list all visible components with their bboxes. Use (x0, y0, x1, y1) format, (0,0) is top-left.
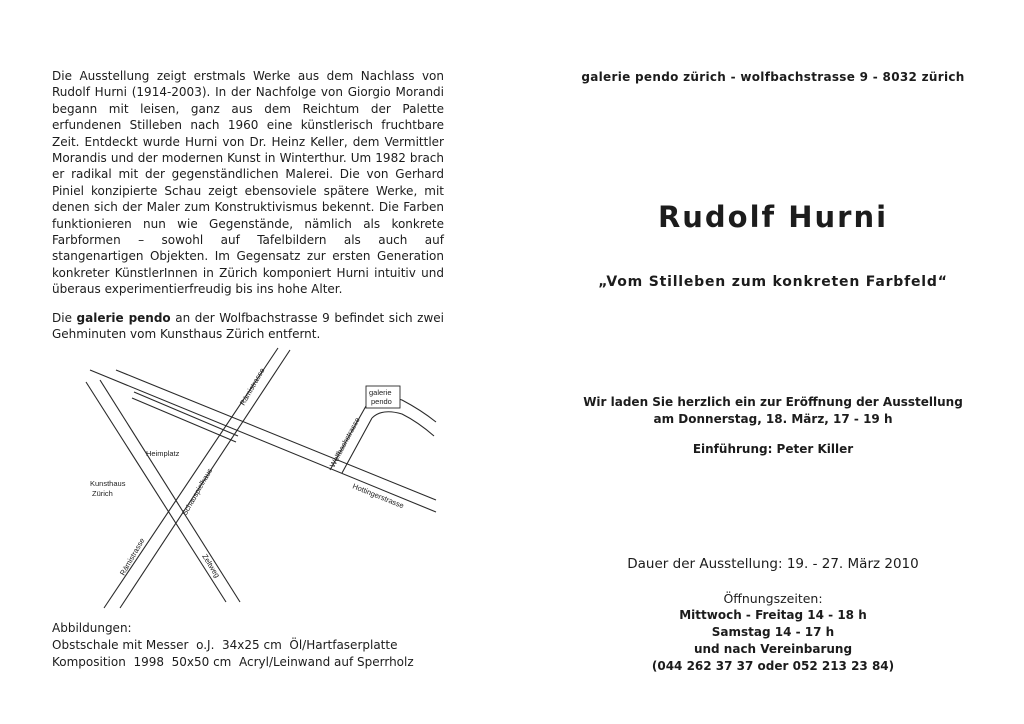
map-label-raemistrasse-top: Rämistrasse (237, 366, 267, 407)
map-label-zeltweg: Zeltweg (200, 552, 222, 580)
opening-hours (548, 590, 998, 675)
artist-name: Rudolf Hurni (657, 200, 889, 234)
intro-paragraph: Die Ausstellung zeigt erstmals Werke aus dem Nachlass von Rudolf Hurni (1914-2003). In der Nachfolge von Giorgio Morandi begann mit leisen, ganz aus dem Reichtum der Palette erfundenen Stilleben nach 1960 eine künstlerisch fruchtbare Zeit. Entdeckt wurde Hurni von Dr. Heinz Keller, dem Vermittler Morandis und der modernen Kunst in Winterthur. Um 1982 brach er radikal mit der gegenständlichen Malerei. Die von Gerhard Piniel konzipierte Schau zeigt ebensoviele spätere Werke, mit denen sich der Maler zum Konstruktivismus bekennt. Die Farben funktionieren nun wie Gegenstände, nämlich als konkrete Farbformen – sowohl auf Tafelbildern als auch auf stangenartigen Objekten. Im Gegensatz zur ersten Generation konkreter KünstlerInnen in Zürich komponiert Hurni intuitiv und überaus experimentierfreudig bis ins hohe Alter. (52, 69, 444, 297)
gallery-address: galerie pendo zürich - wolfbachstrasse 9 - 8032 zürich (581, 70, 965, 84)
opening-hours-line-3: und nach Vereinbarung (693, 642, 853, 656)
location-prefix: Die (52, 310, 77, 325)
map-label-galerie-1: galerie (369, 388, 392, 397)
gallery-name-bold: galerie pendo (76, 310, 171, 325)
road-wolfbach-curve-b (372, 412, 434, 436)
opening-hours-phone: (044 262 37 37 oder 052 213 23 84) (651, 659, 895, 673)
map-label-galerie-2: pendo (371, 397, 392, 406)
exhibition-duration: Dauer der Ausstellung: 19. - 27. März 2010 (627, 556, 919, 572)
street-map (76, 340, 448, 612)
map-label-raemistrasse-bottom: Rämistrasse (117, 536, 147, 577)
opening-hours-title: Öffnungszeiten: (723, 591, 823, 606)
captions-heading: Abbildungen: (52, 621, 132, 635)
caption-line-1: Obstschale mit Messer o.J. 34x25 cm Öl/Hartfaserplatte (52, 638, 398, 652)
map-label-kunsthaus-2: Zürich (92, 489, 113, 498)
map-label-wolfbachstrasse: Wolfbachstrasse (327, 415, 362, 469)
location-paragraph (52, 310, 444, 343)
invitation (548, 394, 998, 428)
caption-line-2: Komposition 1998 50x50 cm Acryl/Leinwand auf Sperrholz (52, 655, 414, 669)
opening-hours-line-2: Samstag 14 - 17 h (711, 625, 835, 639)
location-suffix: an der Wolfbachstrasse 9 befindet sich zwei Gehminuten vom Kunsthaus Zürich entfernt. (52, 310, 444, 342)
invitation-line-1: Wir laden Sie herzlich ein zur Eröffnung der Ausstellung (583, 395, 963, 409)
map-label-schauspielhaus: Schauspielhaus (179, 466, 215, 517)
captions (52, 620, 472, 671)
heimplatz-a (132, 398, 236, 442)
introduction-speaker: Einführung: Peter Killer (692, 442, 854, 456)
opening-hours-line-1: Mittwoch - Freitag 14 - 18 h (679, 608, 867, 622)
map-label-hottingerstrasse: Hottingerstrasse (351, 481, 406, 511)
invitation-line-2: am Donnerstag, 18. März, 17 - 19 h (653, 412, 893, 426)
left-column (52, 68, 444, 343)
map-label-heimplatz: Heimplatz (146, 449, 180, 458)
exhibition-subtitle: „Vom Stilleben zum konkreten Farbfeld“ (598, 274, 948, 290)
map-label-kunsthaus-1: Kunsthaus (90, 479, 126, 488)
